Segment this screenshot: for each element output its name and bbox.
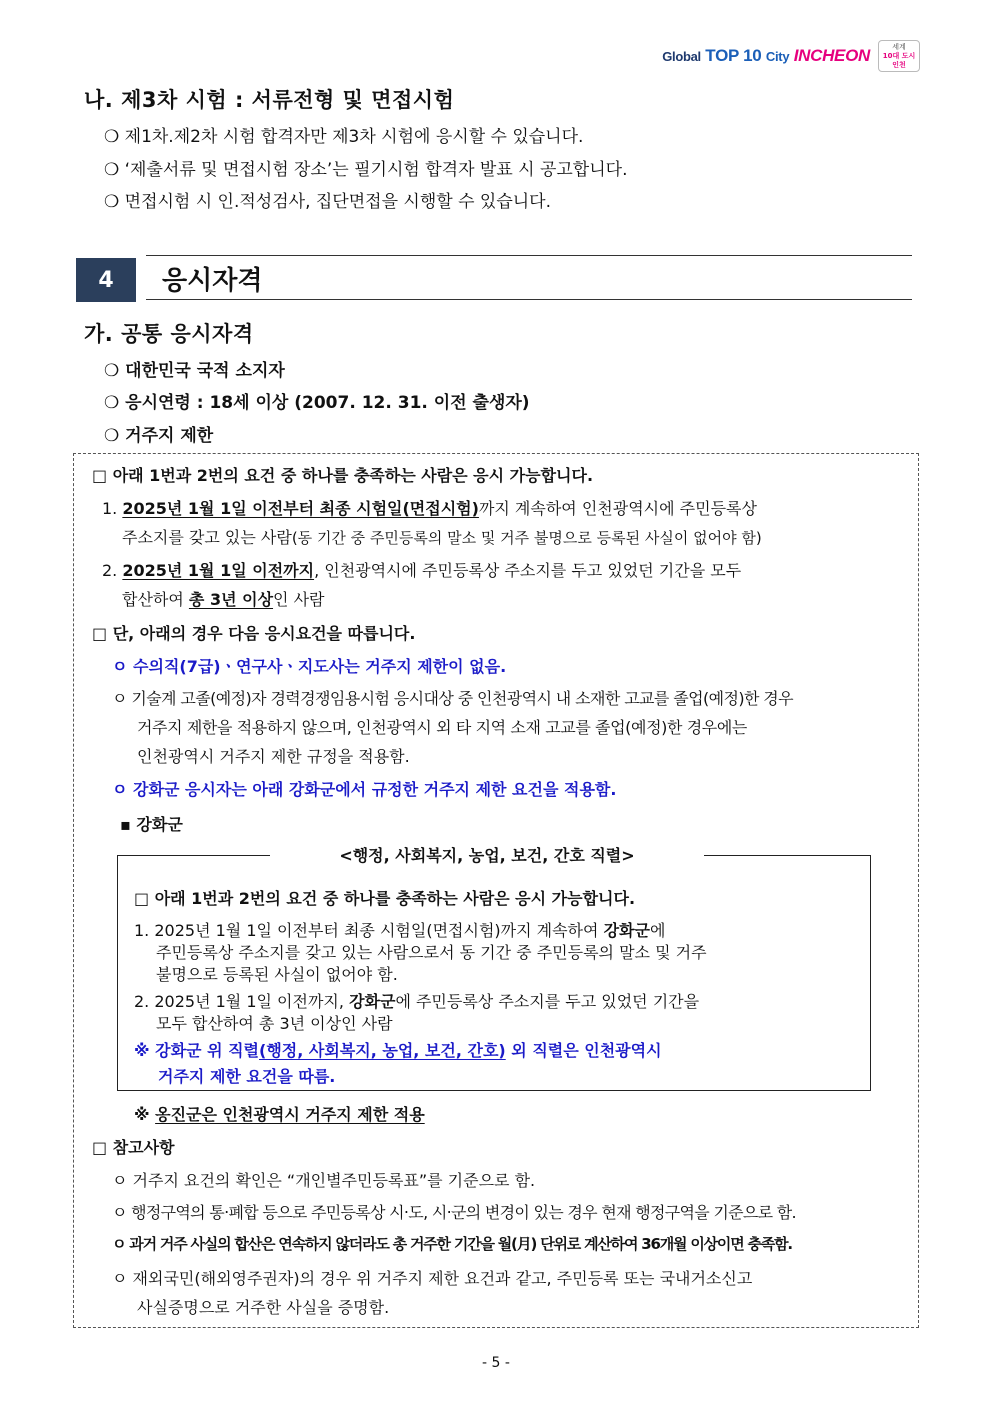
ganghwa-box-title: <행정, 사회복지, 농업, 보건, 간호 직렬> (270, 843, 704, 866)
list-item: ❍ 거주지 제한 (104, 426, 214, 446)
list-item: ❍ 응시연령 : 18세 이상 (2007. 12. 31. 이전 출생자) (104, 393, 530, 413)
reference-item: ㅇ 거주지 요건의 확인은 “개인별주민등록표”를 기준으로 함. (112, 1171, 536, 1190)
requirement-item-2-cont: 합산하여 총 3년 이상인 사람 (122, 590, 325, 609)
ganghwa-item-1-cont: 불명으로 등록된 사실이 없어야 함. (156, 965, 398, 984)
requirement-item-2: 2. 2025년 1월 1일 이전까지, 인천광역시에 주민등록상 주소지를 두고 있었던 기간을 모두 (102, 561, 742, 580)
ganghwa-item-2-cont: 모두 합산하여 총 3년 이상인 사람 (156, 1014, 393, 1033)
exception-item: ㅇ 기술계 고졸(예정)자 경력경쟁임용시험 응시대상 중 인천광역시 내 소재한 고교를 졸업(예정)한 경우 (112, 689, 794, 708)
section-heading-3rd-exam: 나. 제3차 시험 : 서류전형 및 면접시험 (84, 88, 455, 112)
ganghwa-item-2: 2. 2025년 1월 1일 이전까지, 강화군에 주민등록상 주소지를 두고 있었던 기간을 (134, 992, 700, 1011)
section-number-badge: 4 (76, 258, 136, 302)
list-item: ❍ 대한민국 국적 소지자 (104, 361, 285, 381)
requirement-item-1-cont: 주소지를 갖고 있는 사람(동 기간 중 주민등록의 말소 및 거주 불명으로 등록된 사실이 없어야 함) (122, 528, 762, 547)
logo-global: Global (662, 49, 701, 64)
logo-top10: TOP 10 (705, 46, 762, 65)
divider (146, 255, 912, 256)
rule-heading: □ 아래 1번과 2번의 요건 중 하나를 충족하는 사람은 응시 가능합니다. (92, 466, 594, 485)
reference-item: ㅇ 행정구역의 통‧폐합 등으로 주민등록상 시‧도, 시‧군의 변경이 있는 경우 현재 행정구역을 기준으로 함. (112, 1203, 796, 1222)
requirement-item-1: 1. 2025년 1월 1일 이전부터 최종 시험일(면접시험)까지 계속하여 인천광역시에 주민등록상 (102, 499, 757, 518)
logo-city: City (765, 49, 790, 64)
exception-item: ㅇ 수의직(7급)ㆍ연구사ㆍ지도사는 거주지 제한이 없음. (112, 657, 507, 676)
exception-item-cont: 거주지 제한을 적용하지 않으며, 인천광역시 외 타 지역 소재 고교를 졸업(예정)한 경우에는 (137, 718, 747, 737)
reference-item: ㅇ 재외국민(해외영주권자)의 경우 위 거주지 제한 요건과 같고, 주민등록 또는 국내거소신고 (112, 1269, 753, 1288)
logo-incheon: INCHEON (793, 46, 870, 65)
section-title: 응시자격 (162, 266, 263, 296)
reference-heading: □ 참고사항 (92, 1138, 175, 1157)
ganghwa-item-1: 1. 2025년 1월 1일 이전부터 최종 시험일(면접시험)까지 계속하여 강화군에 (134, 921, 666, 940)
ongjin-note: ※ 옹진군은 인천광역시 거주지 제한 적용 (134, 1105, 425, 1124)
list-item: ❍ 제1차.제2차 시험 합격자만 제3차 시험에 응시할 수 있습니다. (104, 127, 584, 147)
ganghwa-note: ※ 강화군 위 직렬(행정, 사회복지, 농업, 보건, 간호) 외 직렬은 인천광역시 (134, 1041, 662, 1060)
ganghwa-rule-heading: □ 아래 1번과 2번의 요건 중 하나를 충족하는 사람은 응시 가능합니다. (134, 889, 636, 908)
seal-icon: 세계 10대 도시 인천 (878, 40, 920, 72)
reference-item: ㅇ 과거 거주 사실의 합산은 연속하지 않더라도 총 거주한 기간을 월(月) 단위로 계산하여 36개월 이상이면 충족함. (112, 1235, 792, 1253)
exception-item: ㅇ 강화군 응시자는 아래 강화군에서 규정한 거주지 제한 요건을 적용함. (112, 780, 617, 799)
list-item: ❍ 면접시험 시 인.적성검사, 집단면접을 시행할 수 있습니다. (104, 192, 551, 212)
ganghwa-label: ▪ 강화군 (120, 815, 183, 834)
list-item: ❍ ‘제출서류 및 면접시험 장소’는 필기시험 합격자 발표 시 공고합니다. (104, 160, 628, 180)
page-number: - 5 - (482, 1355, 510, 1371)
exception-item-cont: 인천광역시 거주지 제한 규정을 적용함. (137, 747, 410, 766)
exception-heading: □ 단, 아래의 경우 다음 응시요건을 따릅니다. (92, 624, 416, 643)
reference-item-cont: 사실증명으로 거주한 사실을 증명함. (137, 1298, 390, 1317)
divider (146, 299, 912, 300)
ganghwa-item-1-cont: 주민등록상 주소지를 갖고 있는 사람으로서 동 기간 중 주민등록의 말소 및 거주 (156, 943, 707, 962)
section-heading-common: 가. 공통 응시자격 (84, 322, 254, 346)
ganghwa-note-cont: 거주지 제한 요건을 따름. (158, 1067, 336, 1086)
incheon-logo (662, 40, 920, 72)
